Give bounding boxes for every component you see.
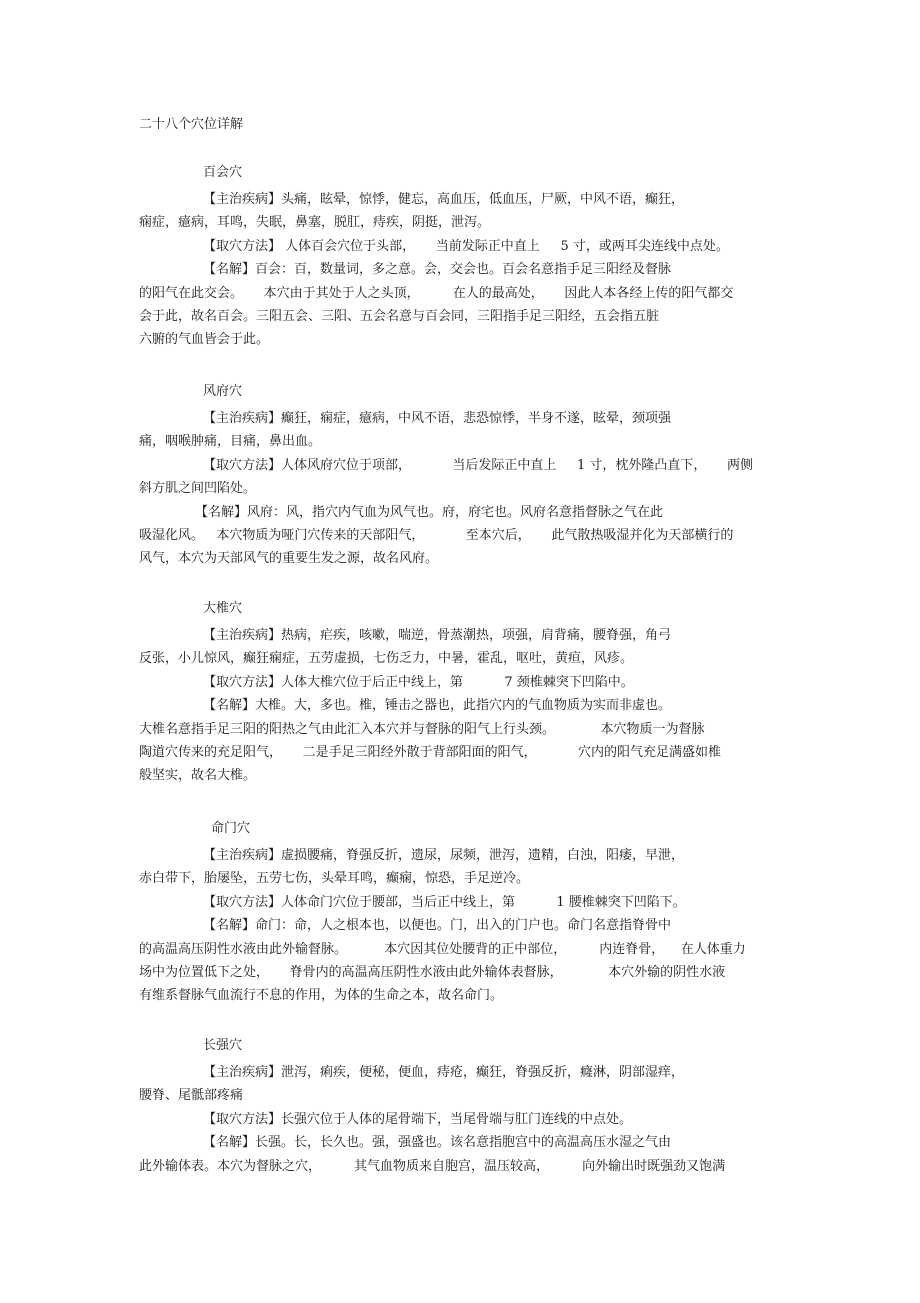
text-line: 【主治疾病】泄泻，痢疾，便秘，便血，痔疮，癫狂，脊强反折，癃淋，阴部湿痒， [203, 1065, 685, 1080]
text-line: 的阳气在此交会。 本穴由于其处于人之头顶， 在人的最高处， 因此人本各经上传的阳气都交 [139, 285, 734, 301]
section-fengfu [139, 383, 779, 571]
text-line: 【取穴方法】人体命门穴位于腰部，当后正中线上，第 1 腰椎棘突下凹陷下。 [203, 894, 686, 910]
text-line: 风气，本穴为天部风气的重要生发之源，故名风府。 [139, 551, 439, 567]
text-line: 【名解】长强。长，长久也。强，强盛也。该名意指胞宫中的高温高压水湿之气由 [203, 1135, 672, 1151]
text-line: 会于此，故名百会。三阳五会、三阳、五会名意与百会同，三阳指手足三阳经，五会指五脏 [139, 308, 660, 324]
section-changqiang [139, 1037, 779, 1178]
document-title: 二十八个穴位详解 [139, 117, 244, 132]
text-line: 【主治疾病】癫狂，痫症，癔病，中风不语，悲恐惊悸，半身不遂，眩晕，颈项强 [203, 411, 672, 426]
text-line: 痛，咽喉肿痛，目痛，鼻出血。 [139, 434, 322, 450]
text-line: 吸湿化风。 本穴物质为哑门穴传来的天部阳气， 至本穴后， 此气散热吸湿并化为天部横行的 [139, 527, 734, 543]
text-line: 【名解】大椎。大，多也。椎，锤击之器也，此指穴内的气血物质为实而非虚也。 [203, 698, 672, 714]
section-mingmen [139, 820, 779, 1008]
text-line: 此外输体表。本穴为督脉之穴， 其气血物质来自胞宫，温压较高， 向外输出时既强劲又饱满 [139, 1158, 726, 1174]
text-line: 【主治疾病】虚损腰痛，脊强反折，遗尿，尿频，泄泻，遗精，白浊，阳痿，早泄， [203, 848, 685, 863]
text-line: 【名解】风府：风，指穴内气血为风气也。府，府宅也。风府名意指督脉之气在此 [195, 504, 664, 520]
text-line: 的高温高压阴性水液由此外输督脉。 本穴因其位处腰背的正中部位， 内连脊骨， 在人体重力 [139, 941, 746, 957]
text-line: 大椎名意指手足三阳的阳热之气由此汇入本穴并与督脉的阳气上行头颈。 本穴物质一为督脉 [139, 721, 705, 737]
section-title: 命门穴 [211, 821, 251, 836]
text-line: 有维系督脉气血流行不息的作用，为体的生命之本，故名命门。 [139, 988, 504, 1004]
section-title: 风府穴 [203, 384, 243, 399]
text-line: 六腑的气血皆会于此。 [139, 332, 270, 348]
text-line: 【取穴方法】长强穴位于人体的尾骨端下，当尾骨端与肛门连线的中点处。 [203, 1111, 633, 1127]
section-title: 大椎穴 [203, 601, 243, 616]
text-line: 反张，小儿惊风，癫狂痫症，五劳虚损，七伤乏力，中暑，霍乱，呕吐，黄疸，风疹。 [139, 651, 634, 667]
text-line: 痫症，癔病，耳鸣，失眠，鼻塞，脱肛，痔疾，阴挺，泄泻。 [139, 215, 491, 231]
section-baihui [139, 164, 779, 352]
text-line: 赤白带下，胎屡坠，五劳七伤，头晕耳鸣，癫痫，惊恐，手足逆冷。 [139, 871, 530, 887]
text-line: 【取穴方法】 人体百会穴位于头部， 当前发际正中直上 5 寸，或两耳尖连线中点处。 [203, 238, 729, 254]
text-line: 【主治疾病】头痛，眩晕，惊悸，健忘，高血压，低血压，尸厥，中风不语，癫狂， [203, 192, 685, 207]
text-line: 斜方肌之间凹陷处。 [139, 481, 257, 497]
text-line: 【取穴方法】人体风府穴位于项部， 当后发际正中直上 1 寸，枕外隆凸直下， 两侧 [203, 457, 754, 473]
text-line: 【名解】命门：命，人之根本也，以便也。门，出入的门户也。命门名意指脊骨中 [203, 918, 672, 934]
text-line: 【主治疾病】热病，疟疾，咳嗽，喘逆，骨蒸潮热，项强，肩背痛，腰脊强，角弓 [203, 628, 672, 643]
text-line: 场中为位置低下之处， 脊骨内的高温高压阴性水液由此外输体表督脉， 本穴外输的阴性水液 [139, 964, 726, 980]
text-line: 腰脊、尾骶部疼痛 [139, 1088, 244, 1104]
text-line: 【名解】百会：百，数量词，多之意。会，交会也。百会名意指手足三阳经及督脉 [203, 262, 672, 278]
section-title: 百会穴 [203, 165, 243, 180]
text-line: 【取穴方法】人体大椎穴位于后正中线上，第 7 颈椎棘突下凹陷中。 [203, 674, 634, 690]
text-line: 陶道穴传来的充足阳气， 二是手足三阳经外散于背部阳面的阳气， 穴内的阳气充足满盛如椎 [139, 744, 721, 760]
section-title: 长强穴 [203, 1038, 243, 1053]
section-dazhui [139, 600, 779, 788]
text-line: 般坚实，故名大椎。 [139, 768, 257, 784]
